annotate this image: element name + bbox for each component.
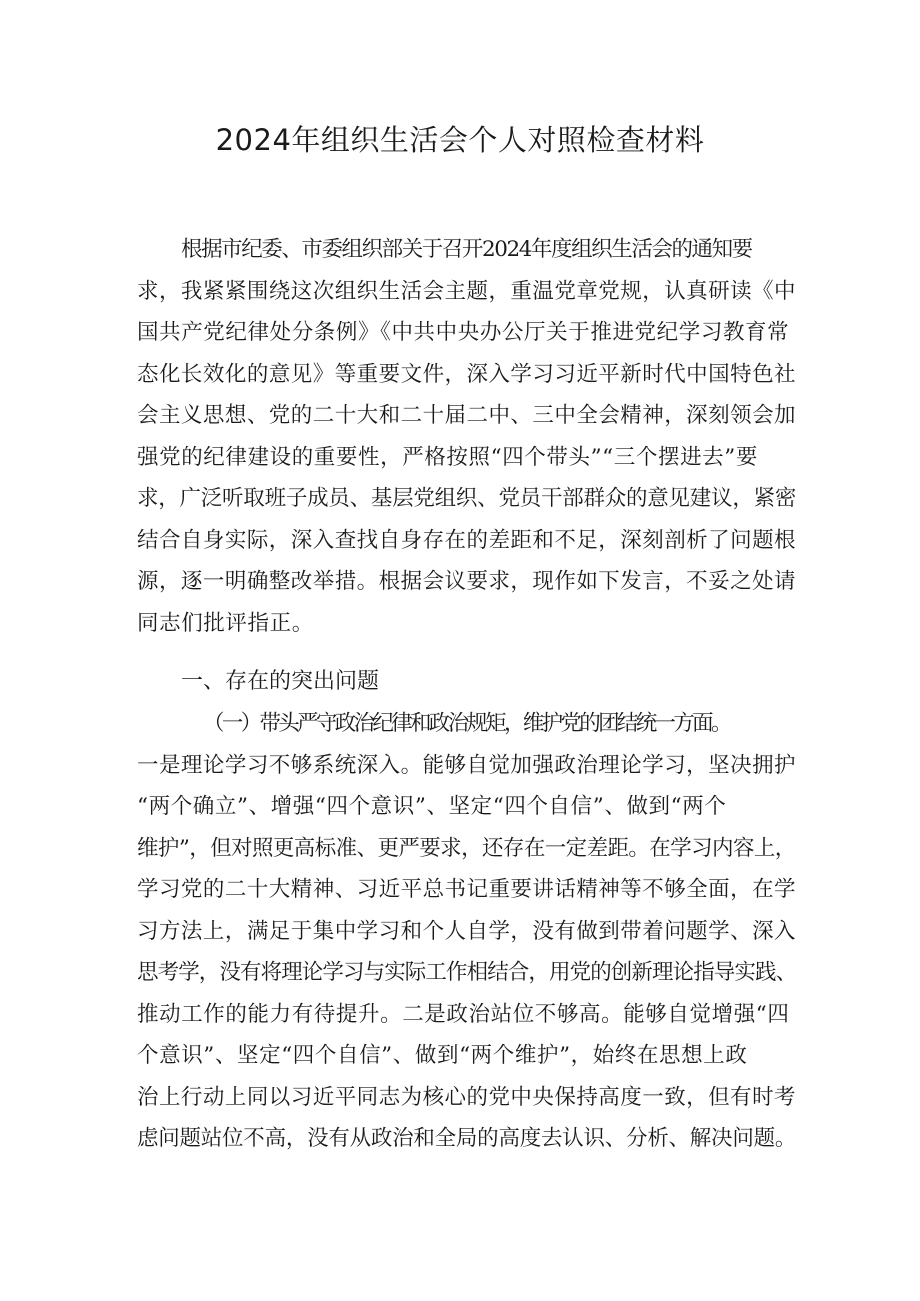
paragraph-line: 一是理论学习不够系统深入。能够自觉加强政治理论学习，坚决拥护 bbox=[137, 752, 797, 778]
paragraph-line: 求，我紧紧围绕这次组织生活会主题，重温党章党规，认真研读《中 bbox=[137, 278, 797, 304]
paragraph-line: 根据市纪委、市委组织部关于召开2024年度组织生活会的通知要 bbox=[181, 237, 752, 262]
section-paragraph bbox=[137, 703, 796, 1160]
paragraph-line: “两个确立”、增强“四个意识”、坚定“四个自信”、做到“两个 bbox=[137, 794, 727, 819]
paragraph-line: 会主义思想、党的二十大和二十届二中、三中全会精神，深刻领会加 bbox=[137, 403, 797, 428]
paragraph-line: 学习党的二十大精神、习近平总书记重要讲话精神等不够全面，在学 bbox=[137, 877, 797, 902]
paragraph-line: 虑问题站位不高，没有从政治和全局的高度去认识、分析、解决问题。 bbox=[137, 1126, 797, 1151]
paragraph-line: 维护”，但对照更高标准、更严要求，还存在一定差距。在学习内容上， bbox=[137, 835, 796, 861]
paragraph-line: 强党的纪律建设的重要性，严格按照“四个带头”“三个摆进去”要 bbox=[137, 444, 758, 470]
paragraph-line: 国共产党纪律处分条例》《中共中央办公厅关于推进党纪学习教育常 bbox=[137, 320, 790, 345]
paragraph-line: 思考学，没有将理论学习与实际工作相结合，用党的创新理论指导实践、 bbox=[137, 960, 797, 985]
section-heading: 一、存在的突出问题 bbox=[181, 669, 380, 694]
paragraph-line: 态化长效化的意见》等重要文件，深入学习习近平新时代中国特色社 bbox=[137, 361, 797, 387]
paragraph-line: 源，逐一明确整改举措。根据会议要求，现作如下发言，不妥之处请 bbox=[137, 569, 797, 594]
paragraph-line: （一）带头严守政治纪律和政治规矩，维护党的团结统一方面。 bbox=[203, 711, 730, 736]
paragraph-line: 同志们批评指正。 bbox=[137, 610, 314, 636]
intro-paragraph bbox=[137, 229, 796, 644]
paragraph-line: 求，广泛听取班子成员、基层党组织、党员干部群众的意见建议，紧密 bbox=[137, 486, 797, 511]
document-title: 2024年组织生活会个人对照检查材料 bbox=[215, 123, 705, 157]
paragraph-line: 结合自身实际，深入查找自身存在的差距和不足，深刻剖析了问题根 bbox=[137, 527, 797, 553]
paragraph-line: 习方法上，满足于集中学习和个人自学，没有做到带着问题学、深入 bbox=[137, 918, 797, 944]
paragraph-line: 治上行动上同以习近平同志为核心的党中央保持高度一致，但有时考 bbox=[137, 1084, 797, 1110]
paragraph-line: 个意识”、坚定“四个自信”、做到“两个维护”，始终在思想上政 bbox=[137, 1043, 748, 1068]
paragraph-line: 推动工作的能力有待提升。二是政治站位不够高。能够自觉增强“四 bbox=[137, 1001, 790, 1027]
